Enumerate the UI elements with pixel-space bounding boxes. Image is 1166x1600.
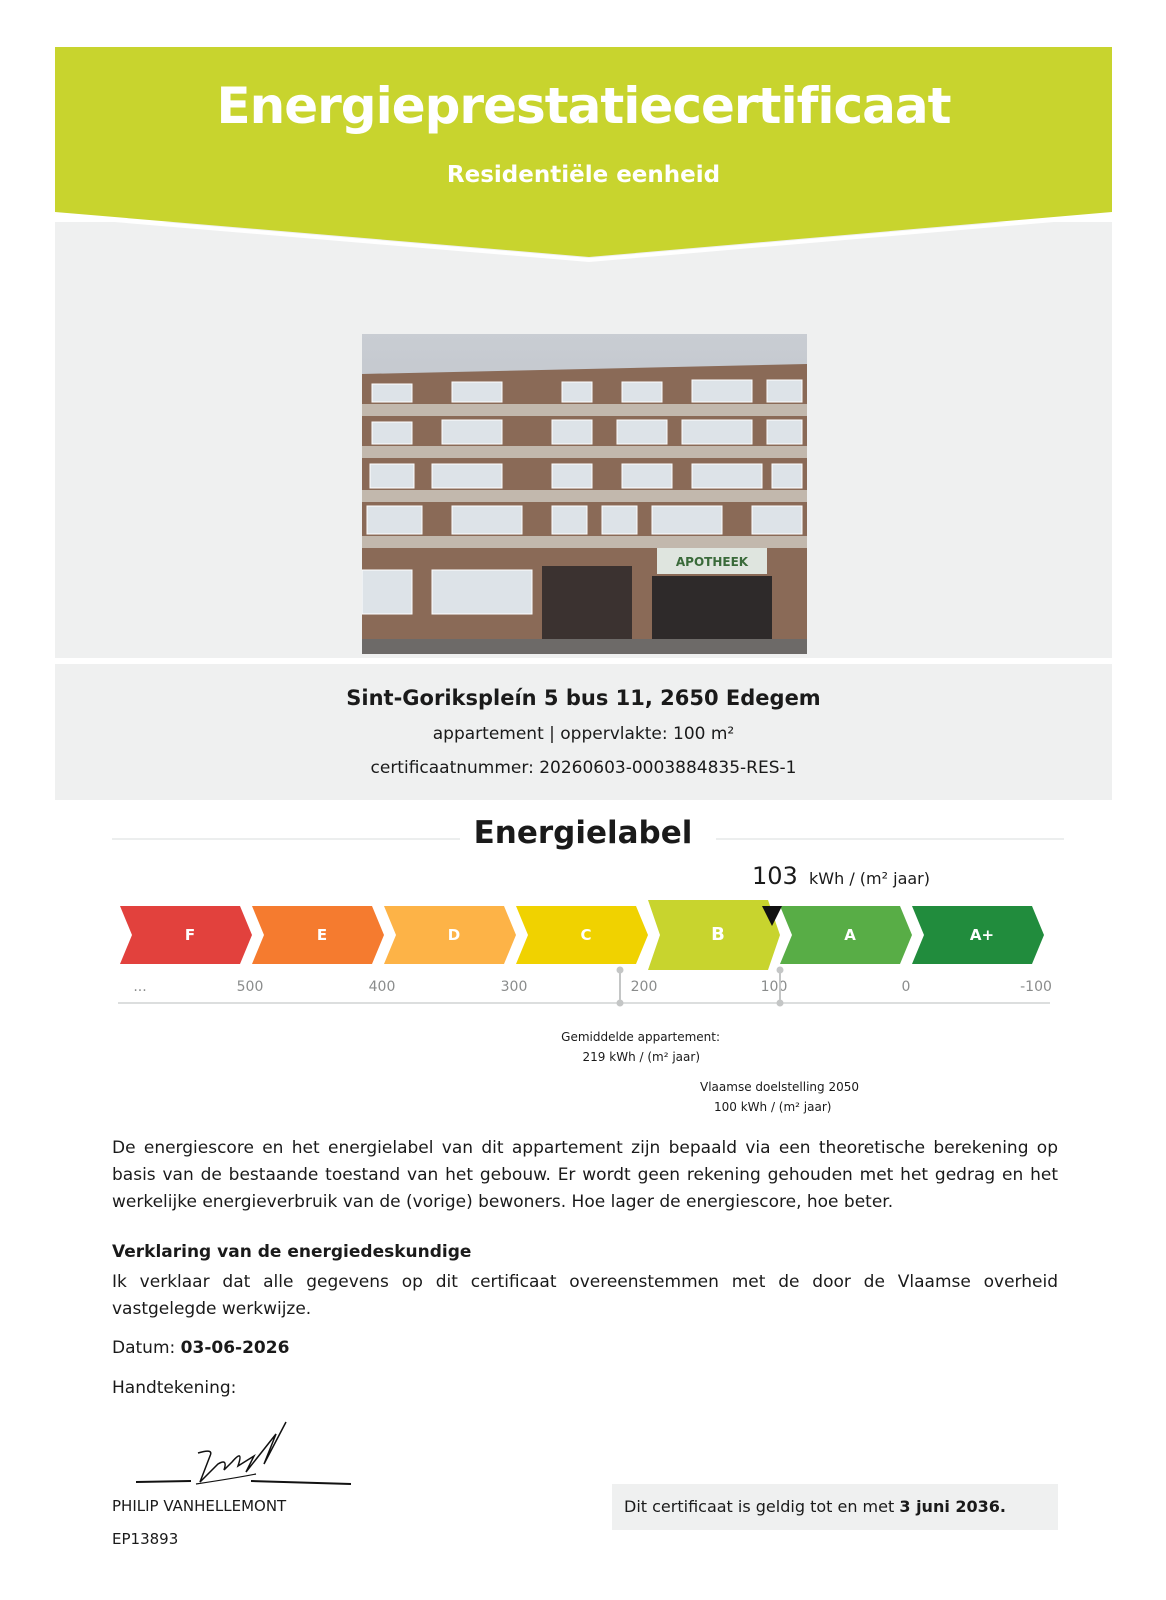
document-subtitle: Residentiële eenheid — [446, 162, 721, 188]
target-marker-dot — [777, 1000, 784, 1007]
target-value: 100 kWh / (m² jaar) — [714, 1100, 832, 1114]
average-label: Gemiddelde appartement: — [561, 1030, 720, 1044]
target-label: Vlaamse doelstelling 2050 — [700, 1080, 859, 1094]
signer-name: PHILIP VANHELLEMONT — [112, 1497, 287, 1515]
average-marker-dot — [617, 967, 624, 974]
validity-prefix: Dit certificaat is geldig tot en met — [624, 1497, 895, 1516]
label-text-e: E — [316, 926, 328, 944]
target-marker-dot — [777, 967, 784, 974]
scale-tick-label: 400 — [368, 979, 396, 995]
label-text-f: F — [184, 926, 196, 944]
scale-tick-label: 200 — [630, 979, 658, 995]
header-banner — [55, 47, 1112, 287]
certificate-number: certificaatnummer: 20260603-0003884835-RES-1 — [370, 758, 797, 778]
validity-date: 3 juni 2036. — [899, 1497, 1006, 1516]
property-address: Sint-Gorikspleín 5 bus 11, 2650 Edegem — [346, 686, 821, 710]
property-info-panel — [55, 664, 1112, 800]
label-text-a: A — [844, 926, 856, 944]
scale-tick-label: -100 — [1020, 979, 1052, 995]
label-text-c: C — [580, 926, 592, 944]
scale-tick-label: ... — [133, 979, 147, 995]
date-line — [112, 1338, 289, 1358]
date-value: 03-06-2026 — [180, 1338, 290, 1358]
document-title: Energieprestatiecertificaat — [216, 77, 951, 135]
building-photo — [362, 334, 807, 654]
description-paragraph: De energiescore en het energielabel van dit appartement zijn bepaald via een theoretische berekening op basis van de bestaande toestand van het gebouw. Er wordt geen rekening gehouden met het gedrag en het werkelijke energieverbruik van de (vorige) bewoners. Hoe lager de energiescore, hoe beter. — [112, 1138, 1058, 1212]
handwritten-signature — [136, 1420, 356, 1499]
energy-score-value: 103 — [752, 862, 798, 890]
property-type-area: appartement | oppervlakte: 100 m² — [432, 724, 735, 744]
scale-tick-label: 500 — [236, 979, 264, 995]
label-text-b: B — [711, 924, 725, 945]
label-text-d: D — [447, 926, 461, 944]
average-marker-dot — [617, 1000, 624, 1007]
scale-tick-label: 100 — [760, 979, 788, 995]
declaration-title: Verklaring van de energiedeskundige — [112, 1242, 472, 1262]
average-value: 219 kWh / (m² jaar) — [582, 1050, 700, 1064]
energy-label-scale — [110, 900, 1060, 1024]
date-label: Datum: — [112, 1338, 176, 1358]
score-pointer-icon — [762, 906, 786, 928]
validity-box — [612, 1484, 1058, 1530]
signature-label: Handtekening: — [112, 1378, 237, 1398]
shop-sign: APOTHEEK — [675, 555, 749, 569]
energy-label-heading: Energielabel — [473, 815, 693, 851]
scale-tick-label: 300 — [500, 979, 528, 995]
signer-id: EP13893 — [112, 1530, 179, 1548]
energy-score-unit: kWh / (m² jaar) — [809, 869, 930, 888]
scale-tick-label: 0 — [901, 979, 911, 995]
declaration-text: Ik verklaar dat alle gegevens op dit certificaat overeenstemmen met de door de Vlaamse overheid vastgelegde werkwijze. — [112, 1272, 1058, 1319]
label-text-aplus: A+ — [969, 926, 995, 944]
